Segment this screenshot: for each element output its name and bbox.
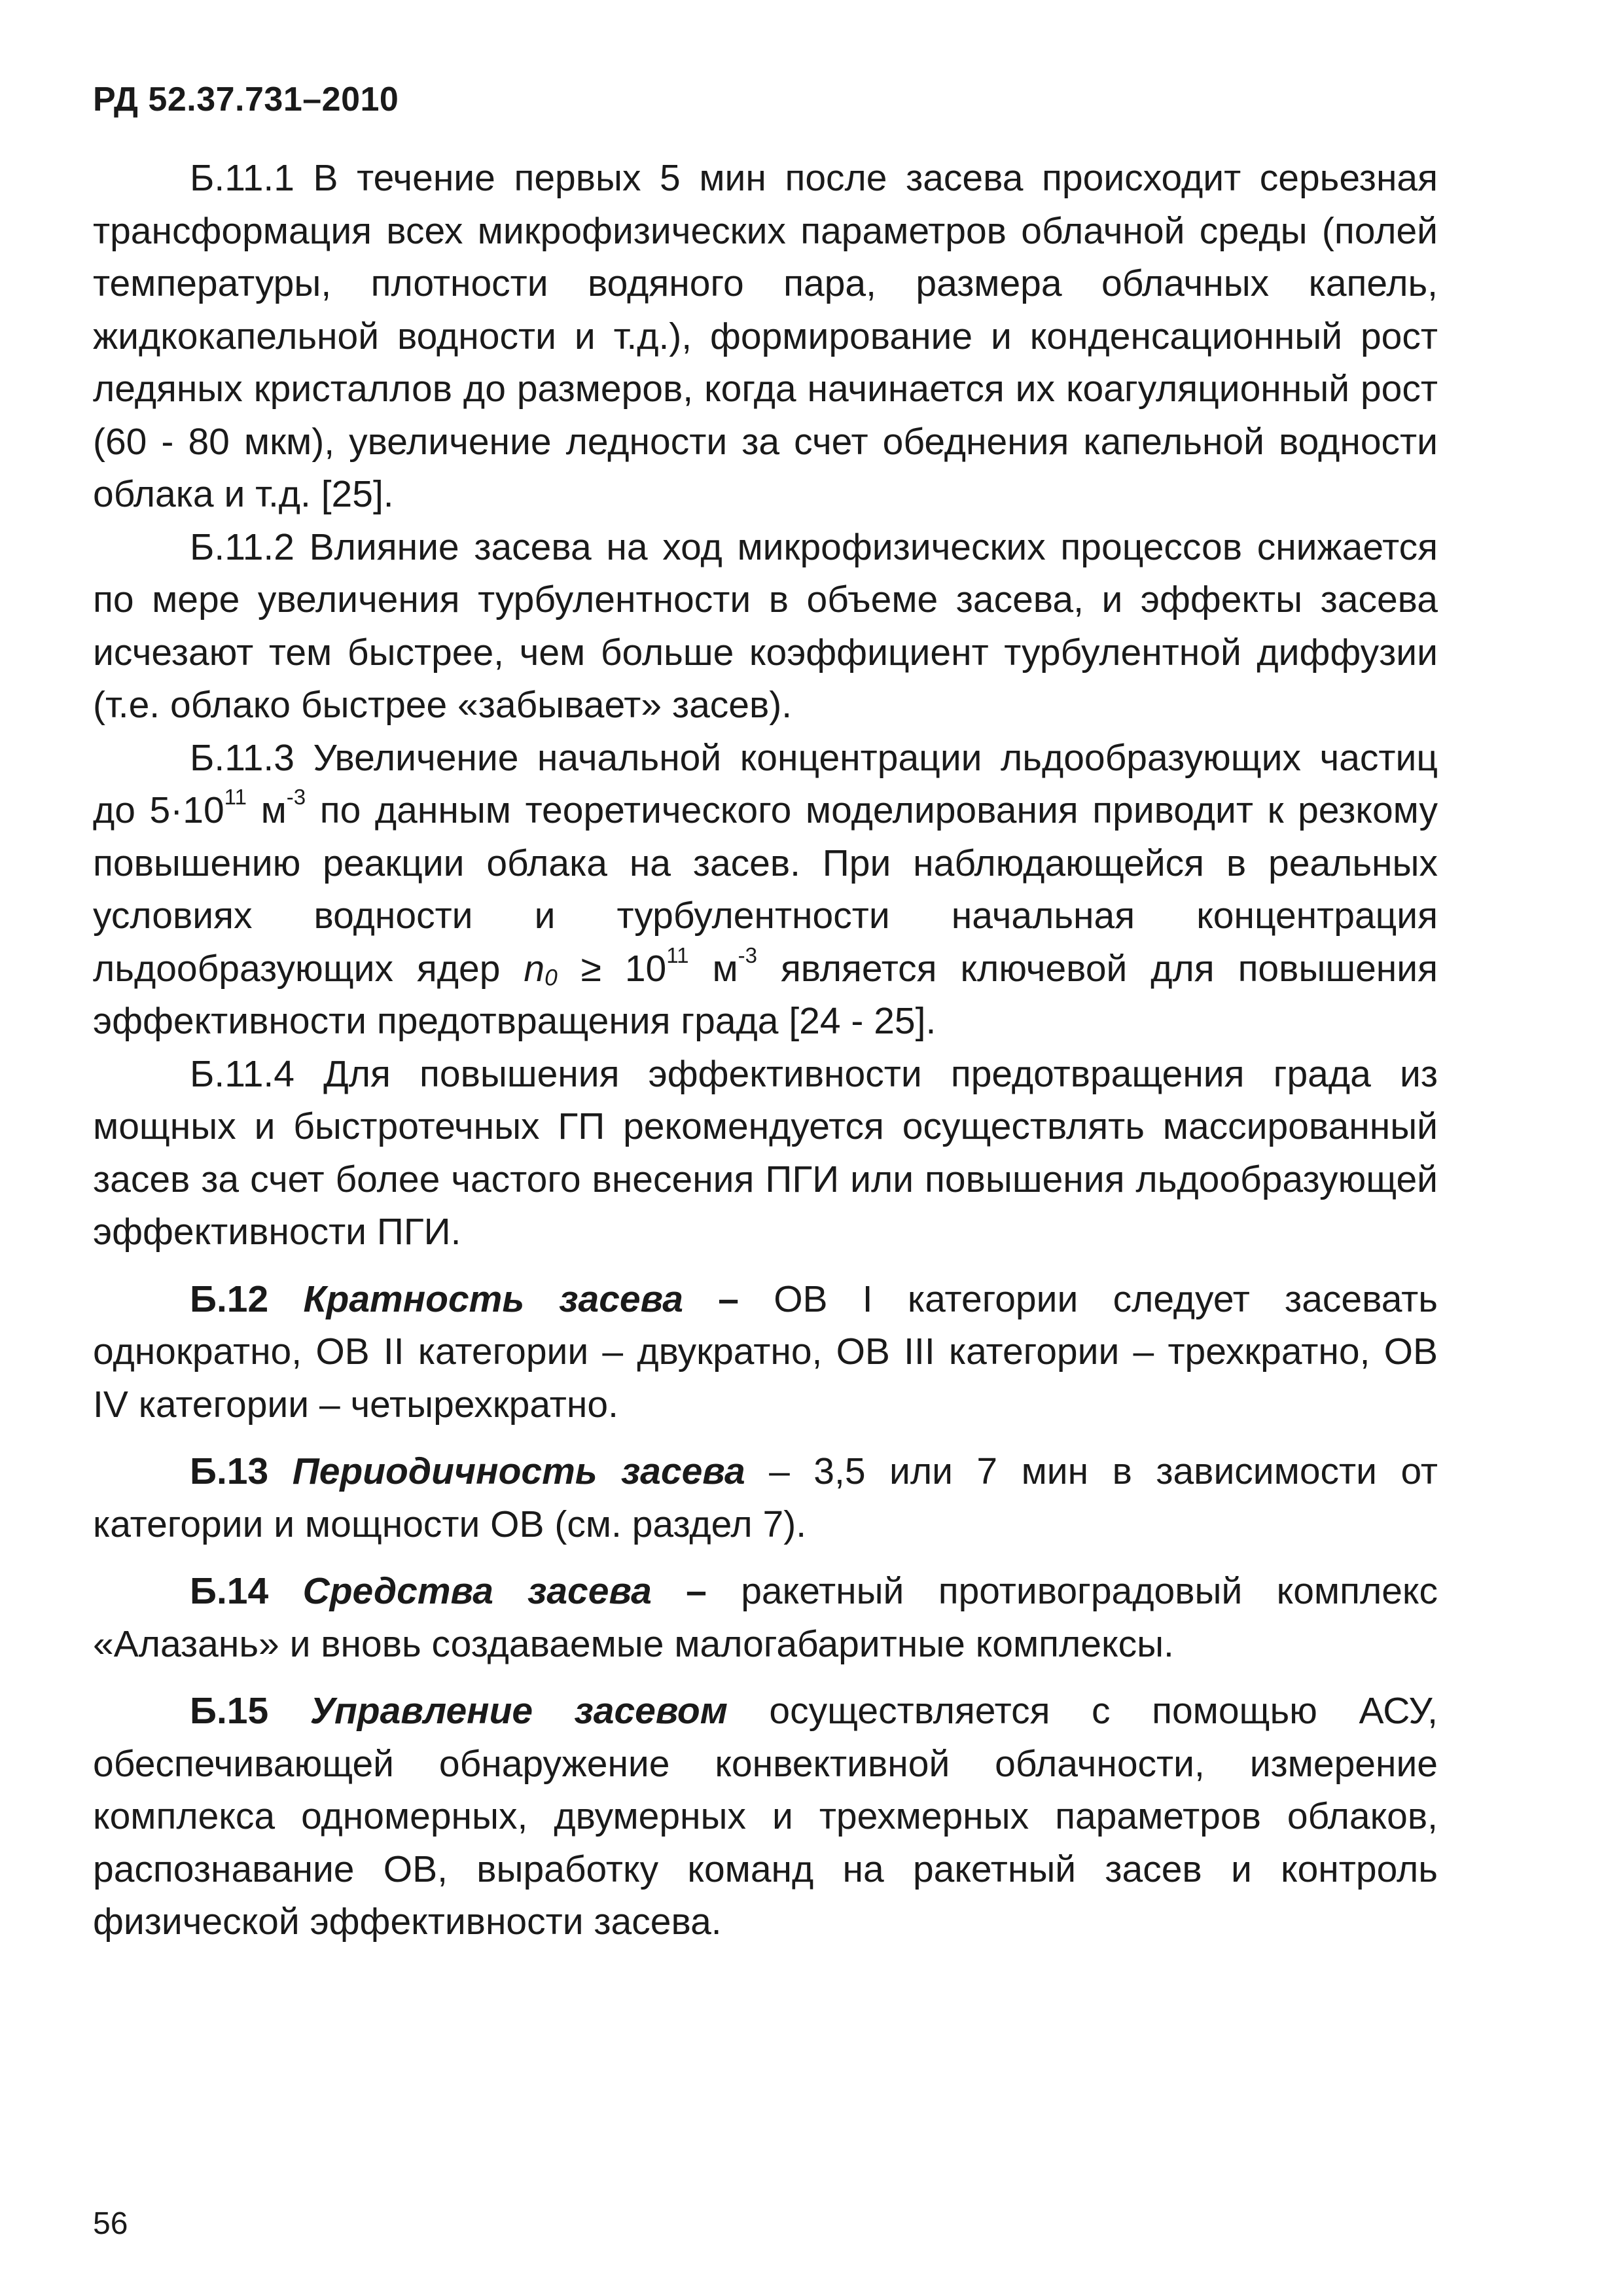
exponent: -3 <box>738 943 758 968</box>
clause-text-part-4: ≥ 10 <box>557 947 667 990</box>
document-code-header: РД 52.37.731–2010 <box>93 81 399 118</box>
clause-text-part-5: м <box>688 947 738 990</box>
exponent: -3 <box>286 785 306 810</box>
term-dash: – <box>651 1570 741 1612</box>
paragraph-b15 <box>93 1685 1438 1948</box>
clause-text-part-6: является ключевой для повышения эффективности предотвращения града [24 - 25]. <box>93 947 1438 1042</box>
variable-base: n <box>524 947 545 990</box>
clause-text: ракетный противоградовый комплекс «Алазань» и вновь создаваемые малогабаритные комплексы. <box>93 1570 1438 1665</box>
clause-text-part-2: м <box>246 789 287 831</box>
clause-number: Б.11.2 <box>190 526 294 568</box>
clause-text: Для повышения эффективности предотвращения града из мощных и быстротечных ГП рекомендуется осуществлять массированный засев за счет более частого внесения ПГИ или повышения льдообразующей эффективности ПГИ. <box>93 1052 1438 1253</box>
clause-text-part-1: Увеличение начальной концентрации льдообразующих частиц до 5·10 <box>93 736 1438 831</box>
paragraph-b11-2 <box>93 521 1438 732</box>
clause-text: – 3,5 или 7 мин в зависимости от категории и мощности ОВ (см. раздел 7). <box>93 1450 1438 1545</box>
clause-number: Б.11.4 <box>190 1052 294 1095</box>
clause-term: Управление засевом <box>310 1690 728 1732</box>
paragraph-b11-3 <box>93 732 1438 1048</box>
page-body <box>93 152 1438 1948</box>
paragraph-b12 <box>93 1273 1438 1431</box>
clause-term: Периодичность засева <box>292 1450 745 1492</box>
clause-text: осуществляется с помощью АСУ, обеспечивающей обнаружение конвективной облачности, измерение комплекса одномерных, двумерных и трехмерных параметров облаков, распознавание ОВ, выработку команд на ракетный засев и контроль физической эффективности засева. <box>93 1690 1438 1943</box>
clause-number: Б.13 <box>190 1450 269 1492</box>
variable-subscript: 0 <box>544 964 558 990</box>
clause-number: Б.14 <box>190 1570 269 1612</box>
variable-n0 <box>524 948 557 990</box>
paragraph-b11-1 <box>93 152 1438 521</box>
clause-term: Кратность засева <box>303 1278 683 1320</box>
term-dash: – <box>683 1278 774 1320</box>
page-number: 56 <box>93 2206 128 2241</box>
clause-text: Влияние засева на ход микрофизических процессов снижается по мере увеличения турбулентности в объеме засева, и эффекты засева исчезают тем быстрее, чем больше коэффициент турбулентной диффузии (т.е. облако быстрее «забывает» засев). <box>93 526 1438 726</box>
exponent: 11 <box>666 943 689 968</box>
clause-text: ОВ I категории следует засевать однократно, ОВ II категории – двукратно, ОВ III категории – трехкратно, ОВ IV категории – четырехкратно. <box>93 1278 1438 1426</box>
clause-number: Б.12 <box>190 1278 269 1320</box>
paragraph-b14 <box>93 1565 1438 1670</box>
paragraph-b11-4 <box>93 1048 1438 1259</box>
clause-text: В течение первых 5 мин после засева происходит серьезная трансформация всех микрофизических параметров облачной среды (полей температуры, плотности водяного пара, размера облачных капель, жидкокапельной водности и т.д.), формирование и конденсационный рост ледяных кристаллов до размеров, когда начинается их коагуляционный рост (60 - 80 мкм), увеличение ледности за счет обеднения капельной водности облака и т.д. [25]. <box>93 157 1438 515</box>
clause-text-part-3: по данным теоретического моделирования приводит к резкому повышению реакции облака на засев. При наблюдающейся в реальных условиях водности и турбулентности начальная концентрация льдообразующих ядер <box>93 789 1438 990</box>
clause-term: Средства засева <box>302 1570 652 1612</box>
paragraph-b13 <box>93 1445 1438 1551</box>
clause-number: Б.15 <box>190 1690 269 1732</box>
clause-number: Б.11.3 <box>190 736 294 779</box>
exponent: 11 <box>224 785 247 810</box>
clause-number: Б.11.1 <box>190 157 294 199</box>
